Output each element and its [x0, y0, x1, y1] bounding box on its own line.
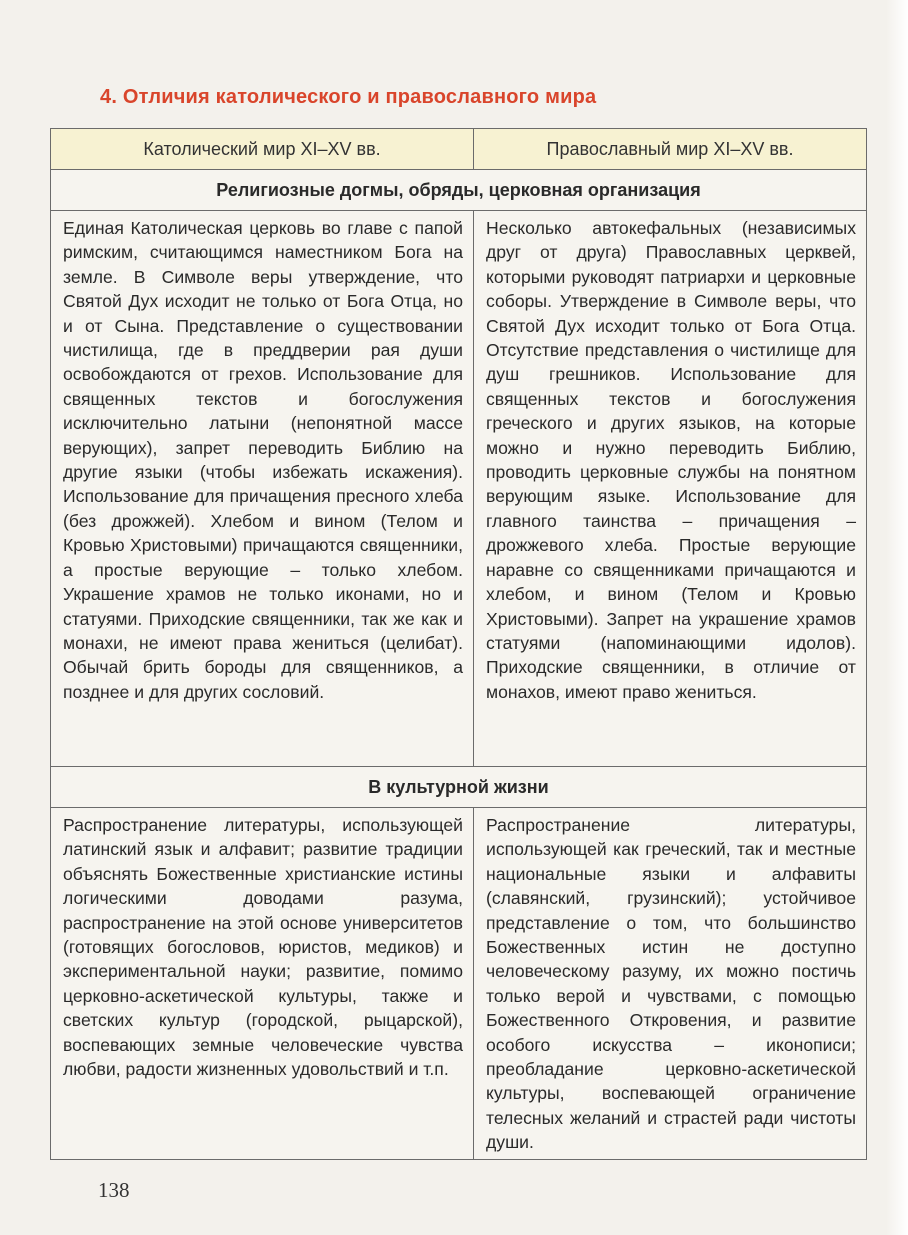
column-header-orthodox: Православный мир XI–XV вв. — [474, 129, 867, 170]
cell-orthodox-religion: Несколько автокефальных (независимых друг от друга) Православных церквей, которыми руководят патриархи и церковные соборы. Утверждение в Символе веры, что Святой Дух исходит только от Бога Отца. Отсутствие представления о чистилище для душ грешников. Использование для священных текстов и богослужения греческого и других языков, на которые можно и нужно переводить Библию, проводить церковные службы на понятном верующим языке. Использование для главного таинства – причащения – дрожжевого хлеба. Простые верующие наравне со священниками причащаются и хлебом, и вином (Телом и Кровью Христовыми). Запрет на украшение храмов статуями (напоминающими идолов). Приходские священники, в отличие от монахов, имеют право жениться. — [474, 211, 867, 767]
table-row — [51, 211, 867, 767]
section-heading-culture: В культурной жизни — [51, 767, 867, 808]
section-heading-row — [51, 767, 867, 808]
cell-orthodox-culture: Распространение литературы, использующей как греческий, так и местные национальные языки и алфавиты (славянский, грузинский); устойчивое представление о том, что большинство Божественных истин не доступно человеческому разуму, их можно постичь только верой и чувствами, с помощью Божественного Откровения, и развитие особого искусства – иконописи; преобладание церковно-аскетической культуры, воспевающей ограничение телесных желаний и страстей ради чистоты души. — [474, 808, 867, 1160]
page-edge — [886, 0, 908, 1235]
section-heading-religion: Религиозные догмы, обряды, церковная организация — [51, 170, 867, 211]
cell-catholic-religion: Единая Католическая церковь во главе с папой римским, считающимся наместником Бога на земле. В Символе веры утверждение, что Святой Дух исходит не только от Бога Отца, но и от Сына. Представление о существовании чистилища, где в преддверии рая души освобождаются от грехов. Использование для священных текстов и богослужения исключительно латыни (непонятной массе верующих), запрет переводить Библию на другие языки (чтобы избежать искажения). Использование для причащения пресного хлеба (без дрожжей). Хлебом и вином (Телом и Кровью Христовыми) причащаются священники, а простые верующие – только хлебом. Украшение храмов не только иконами, но и статуями. Приходские священники, так же как и монахи, не имеют права жениться (целибат). Обычай брить бороды для священников, а позднее и для других сословий. — [51, 211, 474, 767]
table-header-row — [51, 129, 867, 170]
cell-catholic-culture: Распространение литературы, использующей латинский язык и алфавит; развитие традиции объяснять Божественные христианские истины логическими доводами разума, распространение на этой основе университетов (готовящих богословов, юристов, медиков) и экспериментальной науки; развитие, помимо церковно-аскетической культуры, также и светских культур (городской, рыцарской), воспевающих земные человеческие чувства любви, радости жизненных удовольствий и т.п. — [51, 808, 474, 1160]
table-row — [51, 808, 867, 1160]
column-header-catholic: Католический мир XI–XV вв. — [51, 129, 474, 170]
comparison-table — [50, 128, 867, 1160]
page-number: 138 — [98, 1178, 130, 1202]
section-heading-row — [51, 170, 867, 211]
section-title: 4. Отличия католического и православного мира — [100, 86, 597, 108]
